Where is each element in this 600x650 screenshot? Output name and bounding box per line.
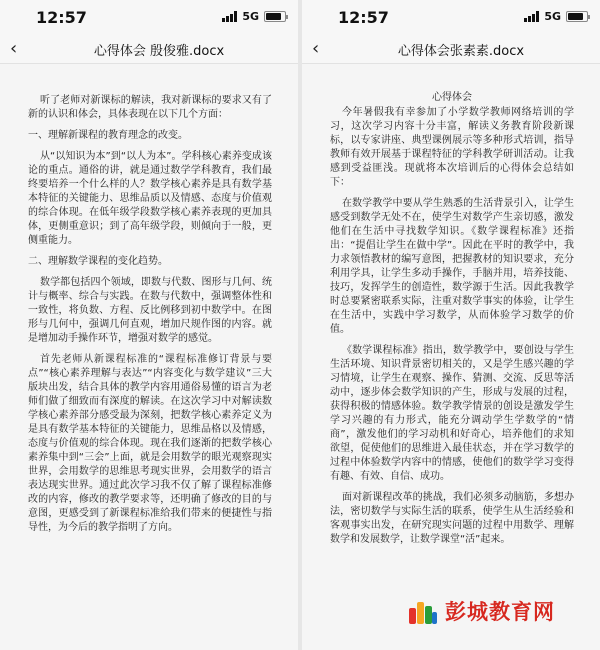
doc-paragraph: 在数学教学中要从学生熟悉的生活背景引入，让学生感受到数学无处不在，使学生对数学产生亲切感，激发他们在生活中寻找数学知识。《数学课程标准》还指出：“提倡让学生在做中学”。因此在平时的教学中，我力求领悟教材的编写意图，把握教材的知识要求，充分利用学具，让学生多动手操作，手脑并用，培养技能、技巧，发挥学生的创造性，数学源于生活。因此我教学时总要紧密联系实际，注重对数学事实的体验，让学生在生活中，实践中学习数学，从而体验学习数学的价值。	[330, 198, 574, 335]
doc-paragraph: 听了老师对新课标的解读，我对新课标的要求又有了新的认识和体会，具体表现在以下几个方面：	[28, 95, 272, 120]
network-label: 5G	[544, 10, 561, 23]
signal-icon	[222, 11, 237, 22]
document-body[interactable]	[0, 64, 298, 650]
battery-icon	[264, 11, 286, 22]
watermark-text: 彭城教育网	[445, 600, 555, 624]
watermark	[408, 596, 555, 626]
back-icon[interactable]: ‹	[10, 38, 18, 59]
back-icon[interactable]: ‹	[312, 38, 320, 59]
document-title: 心得体会张素素.docx	[397, 44, 525, 59]
doc-paragraph: 从“以知识为本”到“以人为本”。学科核心素养变成该论的重点。通俗的讲，就是通过数学学科教育，我们最终要培养一个什么样的人？数学核心素养是具有数学基本特征的关键能力、思维品质以及情感、态度与价值观的综合体现。在低年级学段数学核心素养表现的更加具体，更侧重意识；到了高年级学段，则倾向于一般，更侧重能力。	[28, 151, 272, 246]
status-icons	[524, 10, 588, 23]
doc-paragraph: 今年暑假我有幸参加了小学数学教师网络培训的学习，这次学习内容十分丰富，解读义务教育阶段新课标，以专家讲座、典型课例展示等多种形式培训，指导教师有效开展基于课程特征的学科教学研训活动。让我感到受益匪浅。现就将本次培训后的心得体会总结如下：	[330, 107, 574, 188]
doc-heading: 二、理解数学课程的变化趋势。	[28, 256, 168, 267]
doc-heading: 一、理解新课程的教育理念的改变。	[28, 130, 188, 141]
nav-bar	[302, 34, 600, 64]
doc-paragraph: 首先老师从新课程标准的“课程标准修订背景与要点”“核心素养理解与表达”“内容变化与数学建议”三大版块出发，结合具体的教学内容用通俗易懂的语言为老师们做了细致而有深度的解读。在这次学习中对解读数学核心素养部分感受最为深刻，把数学核心素养定义为是具有数学基本特征的关键能力，思维品格以及情感，态度与价值观的综合体现。现在我们逐渐的把数学核心素养集中到“三会”上面，就是会用数学的眼光观察现实世界，会用数学的思维思考现实世界，会用数学的语言表达现实世界。通过此次学习我不仅了解了课程标准修改的内容，修改的教学要求等，还明确了修改的目的与意图，更感受到了新课程标准给我们带来的便捷性与指导性，为今后的教学指明了方向。	[28, 354, 272, 533]
doc-paragraph: 数学都包括四个领域，即数与代数、图形与几何、统计与概率、综合与实践。在数与代数中，强调整体性和一致性，将负数、方程、反比例移到初中数学中。在图形与几何中，强调几何直观，增加尺规作图的内容。就是增加动手操作环节，增强对数学的感觉。	[28, 277, 272, 344]
document-title: 心得体会 殷俊雅.docx	[93, 44, 225, 59]
nav-bar	[0, 34, 298, 64]
doc-inner-title: 心得体会	[432, 92, 472, 103]
signal-icon	[524, 11, 539, 22]
right-phone-screen	[302, 0, 600, 650]
network-label: 5G	[242, 10, 259, 23]
status-time: 12:57	[338, 8, 389, 27]
document-body[interactable]	[302, 64, 600, 650]
books-logo-icon	[408, 596, 438, 626]
status-time: 12:57	[36, 8, 87, 27]
battery-icon	[566, 11, 588, 22]
status-bar	[302, 0, 600, 34]
status-bar	[0, 0, 298, 34]
status-icons	[222, 10, 286, 23]
doc-paragraph: 《数学课程标准》指出，数学教学中，要创设与学生生活环境、知识背景密切相关的，又是学生感兴趣的学习情境，让学生在观察、操作、猜测、交流、反思等活动中，逐步体会数学知识的产生，形成与发展的过程，获得积极的情感体验。数学教学情景的创设是激发学生学习兴趣的有力形式，能充分调动学生学数学的“情商”，激发他们的学习动机和好奇心，培养他们的求知欲望，促使他们的思维进入最佳状态，并在学习数学的过程中体验数学内容中的情感，使他们的数学学习变得有趣、有效、自信、成功。	[330, 345, 574, 482]
left-phone-screen	[0, 0, 298, 650]
doc-paragraph: 面对新课程改革的挑战，我们必须多动脑筋，多想办法，密切数学与实际生活的联系，使学生从生活经验和客观事实出发，在研究现实问题的过程中用数学、理解数学和发展数学，让数学课堂“活”起来。	[330, 492, 574, 545]
